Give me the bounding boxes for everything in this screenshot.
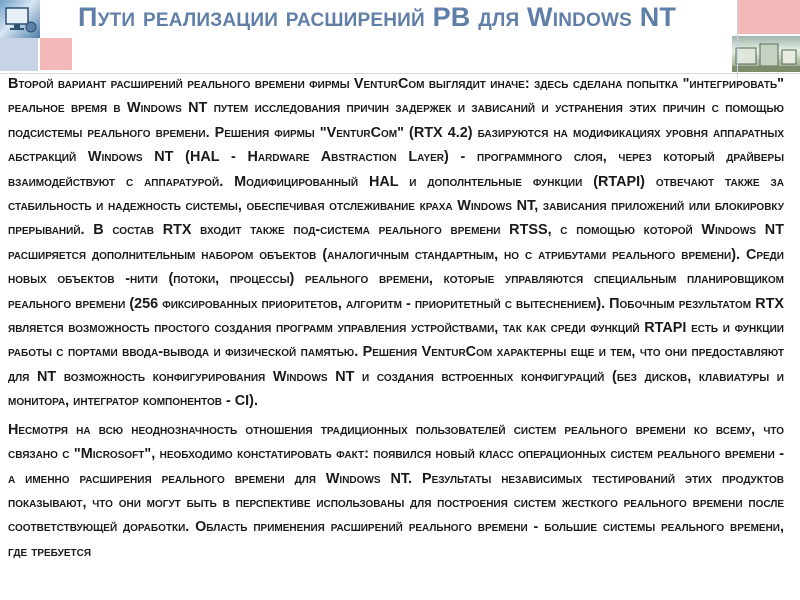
header-thumbnail-image [0, 0, 40, 38]
paragraph: Несмотря на всю неоднозначность отношения традиционных пользователей систем реального времени ко всему, что связано с "Microsoft", необходимо констатировать факт: появился новый класс операционных систем реального времени - а именно расширения реального времени для Windows NT. Результаты независимых тестирований этих продуктов показывают, что они могут быть в перспективе использованы для построения систем жесткого реального времени после соответствующей доработки. Область применения расширений реального времени - большие системы реального времени, где требуется [8, 421, 785, 560]
slide-body [8, 72, 784, 568]
decorative-square [738, 0, 800, 34]
equipment-photo-icon [732, 36, 800, 72]
slide-title: Пути реализации расширений РВ для Windows NT [78, 2, 677, 32]
paragraph: Второй вариант расширений реального времени фирмы VenturCom выглядит иначе: здесь сделана попытка "интегрировать" реальное время в Windows NT путем исследования причин задержек и зависаний и устранения этих причин с помощью подсистемы реального времени. Решения фирмы "VenturCom" (RTX 4.2) базируются на модификациях уровня аппаратных абстракций Windows NT (HAL - Hardware Abstraction Layer) - программного слоя, через который драйверы взаимодействуют с аппаратурой. Модифицированный HAL и дополнтельные функции (RTAPI) отвечают также за стабильность и надежность системы, обеспечивая отслеживание краха Windows NT, зависания приложений или блокировку прерываний. В состав RTX входит также под-система реального времени RTSS, с помощью которой Windows NT расширяется дополнительным набором объектов (аналогичным стандартным, но с атрибутами реального времени). Среди новых объектов -нити (потоки, процессы) реального времени, которые управляются специальным планировщиком реального времени (256 фиксированных приоритетов, алгоритм - приоритетный с вытеснением). Побочным результатом RTX является возможность простого создания программ управления устройствами, так как среди функций RTAPI есть и функции работы с портами ввода-вывода и физической памятью. Решения VenturCom характерны еще и тем, что они предоставляют для NT возможность конфигурирования Windows NT и создания встроенных конфигураций (без дисков, клавиатуры и монитора, интегратор компонентов - CI). [8, 76, 784, 410]
slide-header [0, 0, 800, 38]
decorative-square [0, 38, 38, 71]
header-photo-image [732, 36, 800, 72]
header-divider-vertical [737, 0, 738, 78]
decorative-square [40, 38, 72, 70]
monitor-icon [0, 0, 40, 38]
